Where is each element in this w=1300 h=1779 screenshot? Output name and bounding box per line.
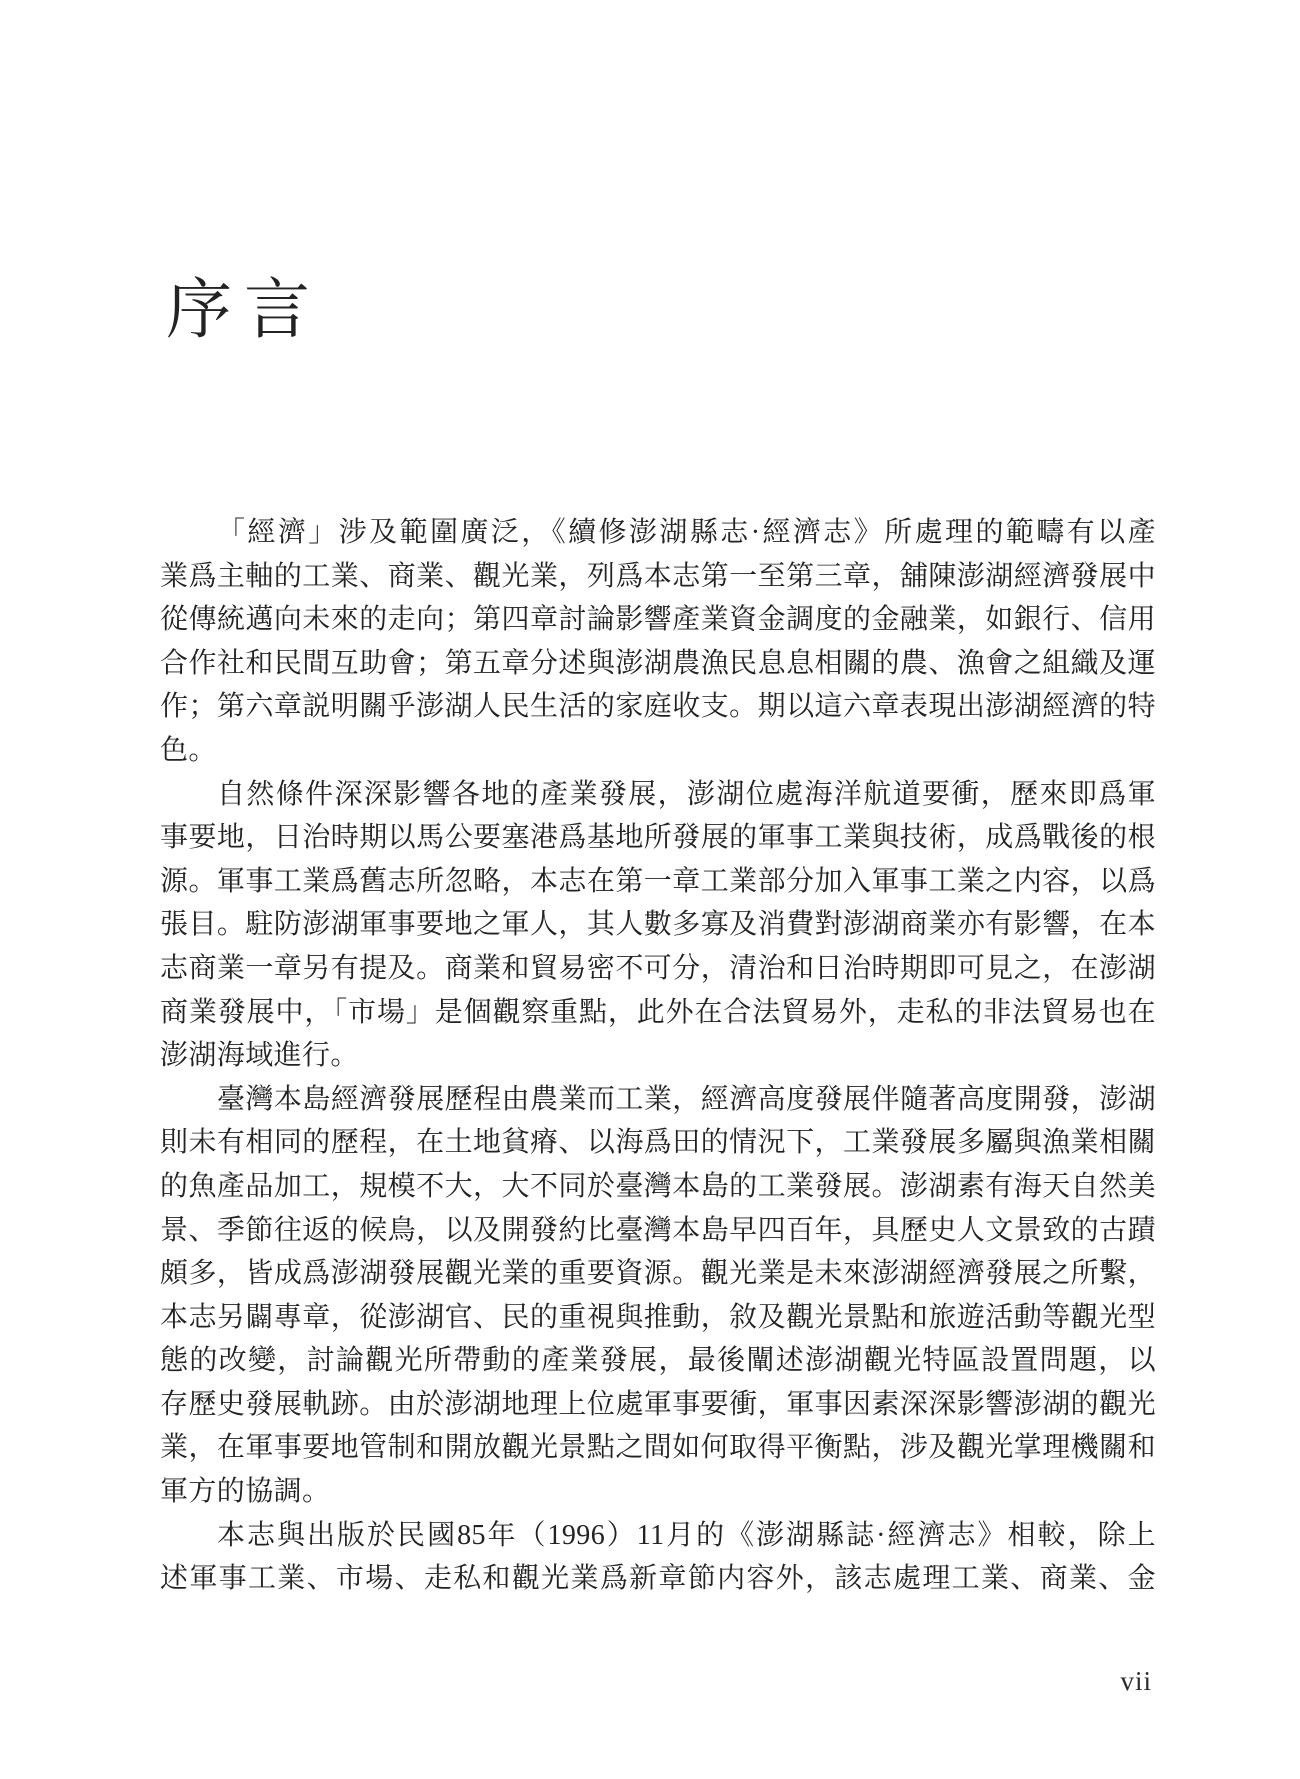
text-line: 從傳統邁向未來的走向；第四章討論影響產業資金調度的金融業，如銀行、信用 xyxy=(160,604,1156,636)
text-line: 述軍事工業、市場、走私和觀光業爲新章節内容外，該志處理工業、商業、金 xyxy=(160,1563,1156,1595)
text-line: 源。軍事工業爲舊志所忽略，本志在第一章工業部分加入軍事工業之内容，以爲 xyxy=(160,865,1156,897)
text-line: 態的改變，討論觀光所帶動的產業發展，最後闡述澎湖觀光特區設置問題，以 xyxy=(160,1345,1156,1377)
page-title: 序言 xyxy=(166,274,322,347)
text-line: 存歷史發展軌跡。由於澎湖地理上位處軍事要衝，軍事因素深深影響澎湖的觀光 xyxy=(160,1388,1156,1420)
text-line: 臺灣本島經濟發展歷程由農業而工業，經濟高度發展伴隨著高度開發，澎湖 xyxy=(217,1083,1156,1115)
text-line: 志商業一章另有提及。商業和貿易密不可分，清治和日治時期即可見之，在澎湖 xyxy=(160,952,1156,984)
text-line: 則未有相同的歷程，在土地貧瘠、以海爲田的情況下，工業發展多屬與漁業相關 xyxy=(160,1127,1156,1159)
text-line: 自然條件深深影響各地的產業發展，澎湖位處海洋航道要衝，歷來即爲軍 xyxy=(217,778,1156,810)
paragraph xyxy=(160,1078,1156,1514)
paragraph xyxy=(160,773,1156,1078)
text-line: 本志另闢專章，從澎湖官、民的重視與推動，敘及觀光景點和旅遊活動等觀光型 xyxy=(160,1301,1156,1333)
text-line: 作；第六章説明關乎澎湖人民生活的家庭收支。期以這六章表現出澎湖經濟的特 xyxy=(160,691,1156,723)
paragraph xyxy=(160,1514,1156,1601)
text-line: 業爲主軸的工業、商業、觀光業，列爲本志第一至第三章，舖陳澎湖經濟發展中 xyxy=(160,560,1156,592)
text-line: 景、季節往返的候鳥，以及開發約比臺灣本島早四百年，具歷史人文景致的古蹟 xyxy=(160,1214,1156,1246)
text-line: 商業發展中，「市場」是個觀察重點，此外在合法貿易外，走私的非法貿易也在 xyxy=(160,996,1156,1028)
text-line: 張目。駐防澎湖軍事要地之軍人，其人數多寡及消費對澎湖商業亦有影響，在本 xyxy=(160,909,1156,941)
text-line: 「經濟」涉及範圍廣泛，《續修澎湖縣志·經濟志》所處理的範疇有以產 xyxy=(217,517,1156,548)
text-line: 的魚產品加工，規模不大，大不同於臺灣本島的工業發展。澎湖素有海天自然美 xyxy=(160,1170,1156,1202)
text-line: 色。 xyxy=(160,734,217,766)
text-line: 澎湖海域進行。 xyxy=(160,1040,359,1072)
text-line: 頗多，皆成爲澎湖發展觀光業的重要資源。觀光業是未來澎湖經濟發展之所繫， xyxy=(160,1258,1156,1290)
page-number: vii xyxy=(1120,1666,1152,1696)
text-line: 本志與出版於民國85年（1996）11月的《澎湖縣誌·經濟志》相較，除上 xyxy=(217,1519,1156,1551)
text-line: 合作社和民間互助會；第五章分述與澎湖農漁民息息相關的農、漁會之組織及運 xyxy=(160,647,1156,679)
text-line: 業，在軍事要地管制和開放觀光景點之間如何取得平衡點，涉及觀光掌理機關和 xyxy=(160,1432,1156,1464)
preface-body xyxy=(160,511,1156,1601)
paragraph xyxy=(160,511,1156,773)
text-line: 軍方的協調。 xyxy=(160,1476,331,1508)
text-line: 事要地，日治時期以馬公要塞港爲基地所發展的軍事工業與技術，成爲戰後的根 xyxy=(160,822,1156,854)
